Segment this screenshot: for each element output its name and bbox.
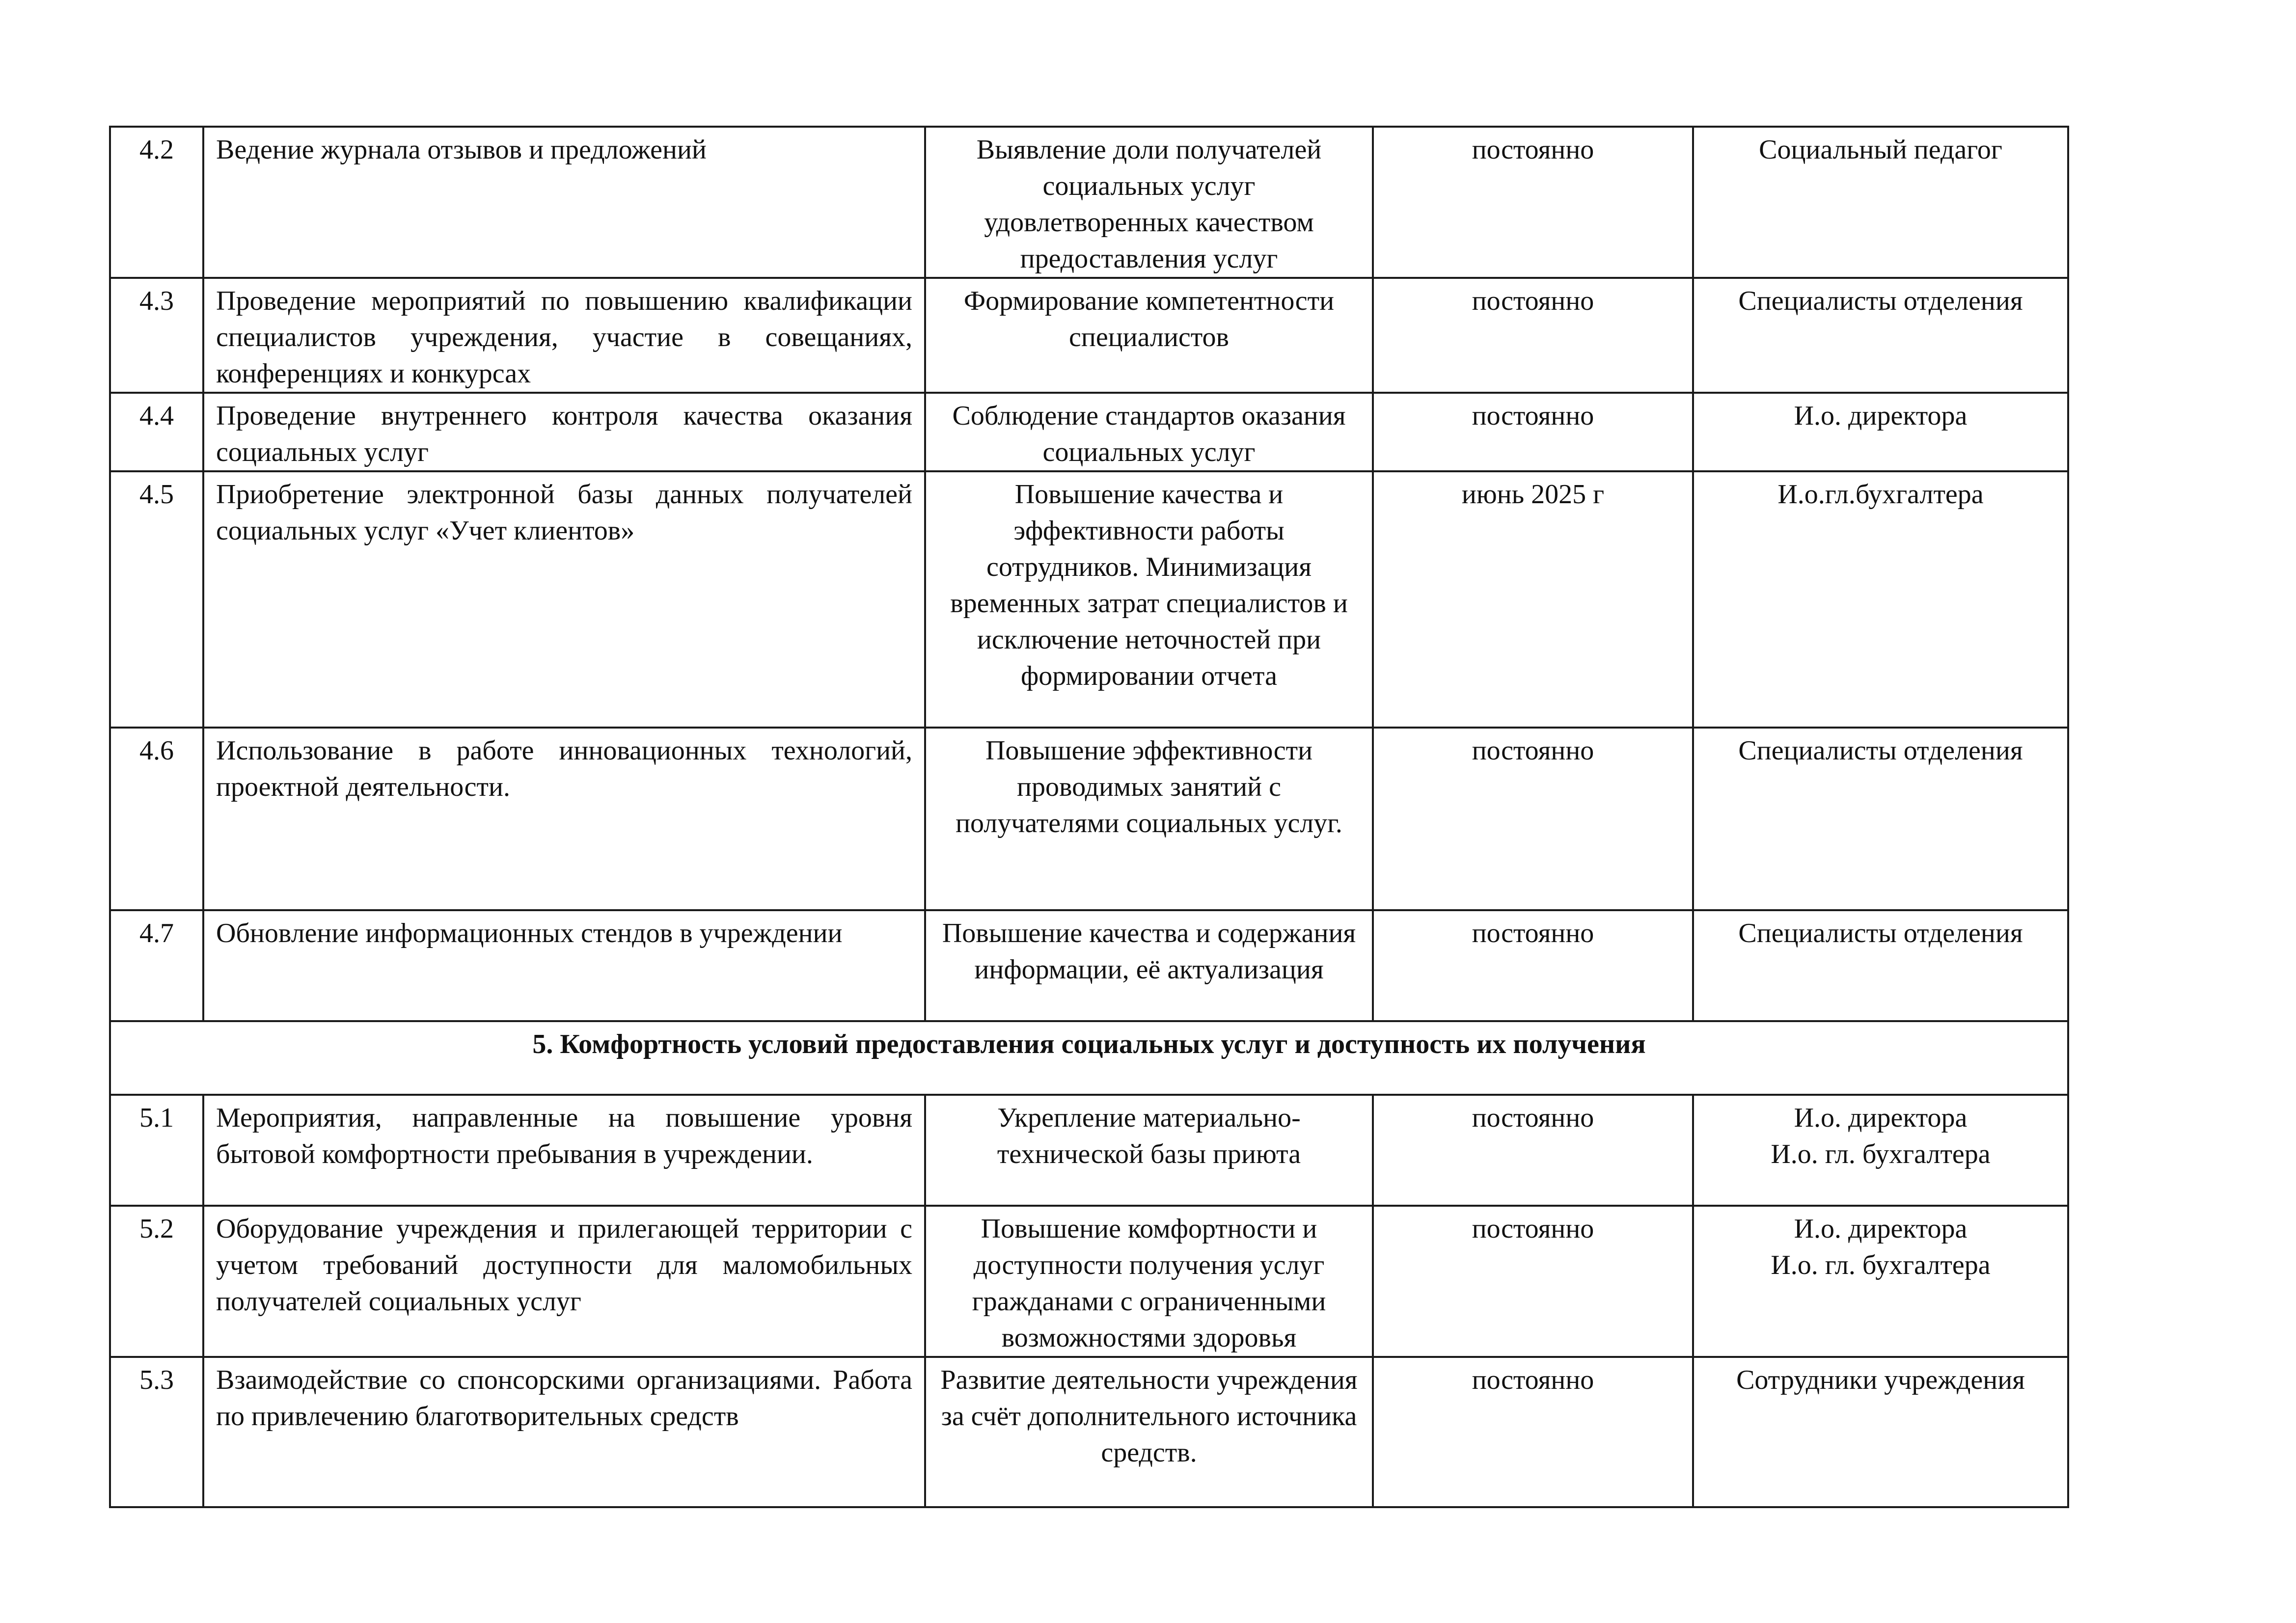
- table-row: [110, 1095, 2068, 1206]
- row-responsible: [1693, 127, 2068, 278]
- row-deadline: постоянно: [1373, 1095, 1693, 1206]
- row-expected-result: Соблюдение стандартов оказания социальных услуг: [925, 393, 1373, 471]
- row-expected-result: Повышение качества и эффективности работы сотрудников. Минимизация временных затрат специалистов и исключение неточностей при формировании отчета: [925, 471, 1373, 728]
- table-row: [110, 471, 2068, 728]
- row-number: 4.3: [110, 278, 203, 393]
- responsible-person: Специалисты отделения: [1738, 918, 2023, 948]
- section-5-heading: 5. Комфортность условий предоставления социальных услуг и доступность их получения: [110, 1021, 2068, 1095]
- row-number: 5.1: [110, 1095, 203, 1206]
- action-plan-table: [109, 126, 2069, 1508]
- row-number: 5.3: [110, 1357, 203, 1507]
- row-number: 4.7: [110, 910, 203, 1021]
- row-responsible: [1693, 910, 2068, 1021]
- responsible-person: И.о. директора: [1794, 401, 1968, 431]
- table-row: [110, 393, 2068, 471]
- row-activity: Оборудование учреждения и прилегающей территории с учетом требований доступности для маломобильных получателей социальных услуг: [203, 1206, 925, 1357]
- row-deadline: постоянно: [1373, 278, 1693, 393]
- row-activity: Взаимодействие со спонсорскими организациями. Работа по привлечению благотворительных средств: [203, 1357, 925, 1507]
- row-expected-result: Повышение качества и содержания информации, её актуализация: [925, 910, 1373, 1021]
- row-expected-result: Повышение комфортности и доступности получения услуг гражданами с ограниченными возможностями здоровья: [925, 1206, 1373, 1357]
- row-number: 4.4: [110, 393, 203, 471]
- table-row: [110, 1206, 2068, 1357]
- row-deadline: постоянно: [1373, 1206, 1693, 1357]
- row-number: 4.5: [110, 471, 203, 728]
- section-4-rows: [110, 127, 2068, 1021]
- responsible-person: И.о. директора: [1794, 1103, 1968, 1133]
- responsible-person: И.о.гл.бухгалтера: [1777, 479, 1984, 510]
- row-responsible: [1693, 728, 2068, 910]
- row-responsible: [1693, 1357, 2068, 1507]
- row-responsible: [1693, 471, 2068, 728]
- row-expected-result: Укрепление материально-технической базы приюта: [925, 1095, 1373, 1206]
- row-activity: Обновление информационных стендов в учреждении: [203, 910, 925, 1021]
- section-5-rows: [110, 1095, 2068, 1507]
- row-activity: Приобретение электронной базы данных получателей социальных услуг «Учет клиентов»: [203, 471, 925, 728]
- responsible-person: И.о. гл. бухгалтера: [1771, 1250, 1991, 1280]
- responsible-person: И.о. гл. бухгалтера: [1771, 1139, 1991, 1169]
- row-activity: Ведение журнала отзывов и предложений: [203, 127, 925, 278]
- responsible-person: И.о. директора: [1794, 1214, 1968, 1244]
- row-activity: Использование в работе инновационных технологий, проектной деятельности.: [203, 728, 925, 910]
- row-responsible: [1693, 1206, 2068, 1357]
- table-row: [110, 127, 2068, 278]
- table-row: [110, 1357, 2068, 1507]
- row-expected-result: Повышение эффективности проводимых занятий с получателями социальных услуг.: [925, 728, 1373, 910]
- responsible-person: Сотрудники учреждения: [1736, 1365, 2025, 1395]
- responsible-person: Специалисты отделения: [1738, 286, 2023, 316]
- row-number: 4.6: [110, 728, 203, 910]
- table-row: [110, 728, 2068, 910]
- row-deadline: постоянно: [1373, 728, 1693, 910]
- table-row: [110, 278, 2068, 393]
- row-number: 4.2: [110, 127, 203, 278]
- row-responsible: [1693, 393, 2068, 471]
- row-expected-result: Формирование компетентности специалистов: [925, 278, 1373, 393]
- row-deadline: постоянно: [1373, 910, 1693, 1021]
- row-responsible: [1693, 1095, 2068, 1206]
- table-row: [110, 910, 2068, 1021]
- section-5-heading-group: [110, 1021, 2068, 1095]
- row-activity: Проведение внутреннего контроля качества оказания социальных услуг: [203, 393, 925, 471]
- row-deadline: постоянно: [1373, 127, 1693, 278]
- row-expected-result: Выявление доли получателей социальных услуг удовлетворенных качеством предоставления услуг: [925, 127, 1373, 278]
- responsible-person: Социальный педагог: [1759, 135, 2002, 165]
- responsible-person: Специалисты отделения: [1738, 735, 2023, 766]
- row-deadline: постоянно: [1373, 393, 1693, 471]
- row-expected-result: Развитие деятельности учреждения за счёт дополнительного источника средств.: [925, 1357, 1373, 1507]
- row-number: 5.2: [110, 1206, 203, 1357]
- section-heading-row: [110, 1021, 2068, 1095]
- row-deadline: июнь 2025 г: [1373, 471, 1693, 728]
- row-activity: Мероприятия, направленные на повышение уровня бытовой комфортности пребывания в учреждении.: [203, 1095, 925, 1206]
- row-responsible: [1693, 278, 2068, 393]
- row-activity: Проведение мероприятий по повышению квалификации специалистов учреждения, участие в совещаниях, конференциях и конкурсах: [203, 278, 925, 393]
- row-deadline: постоянно: [1373, 1357, 1693, 1507]
